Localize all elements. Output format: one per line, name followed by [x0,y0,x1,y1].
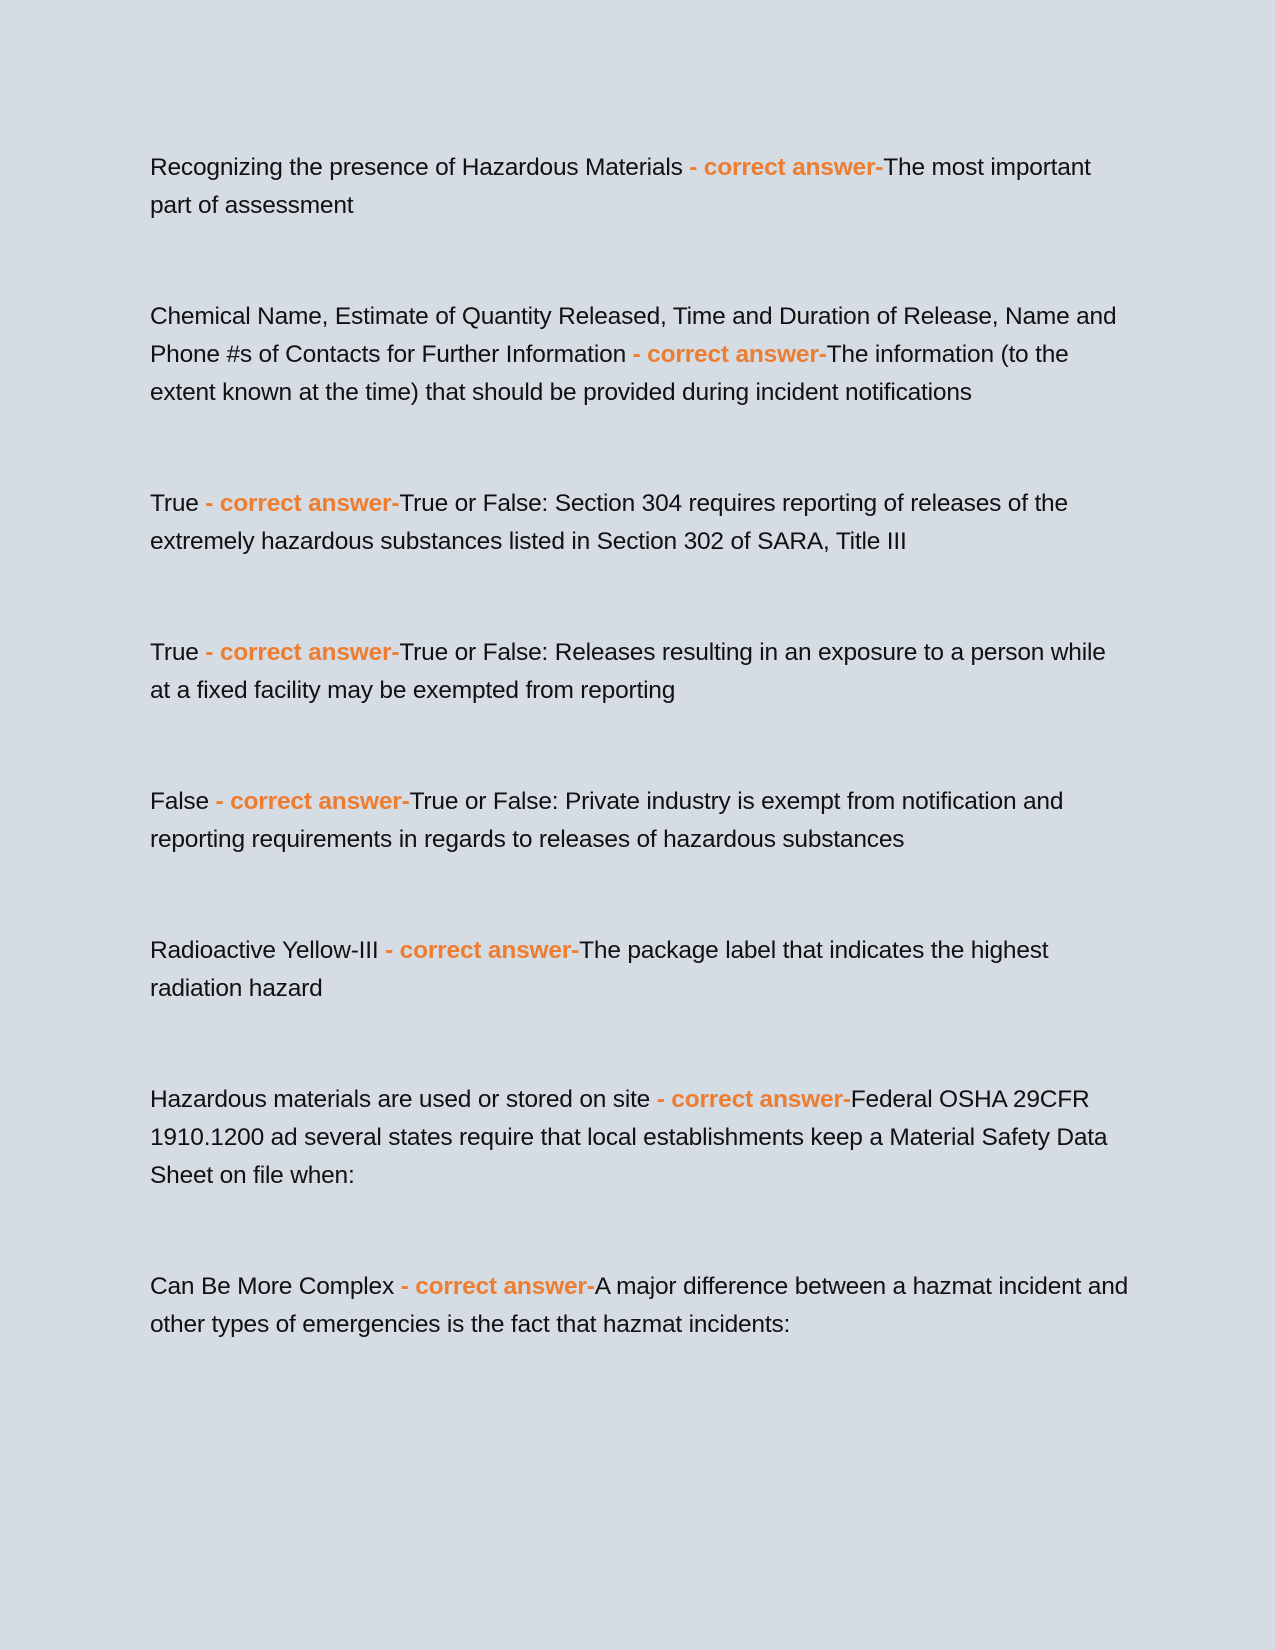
correct-answer-separator: - correct answer- [215,788,410,815]
correct-answer-separator: - correct answer- [632,341,827,368]
qa-item-6 [150,932,1130,1008]
correct-answer-separator: - correct answer- [205,490,400,517]
question-text: True or False: Releases resulting in an exposure to a person while at a fixed facility may be exempted from reporting [150,639,1106,704]
qa-item-7 [150,1081,1130,1195]
answer-text: Chemical Name, Estimate of Quantity Released, Time and Duration of Release, Name and Phone #s of Contacts for Further Information [150,303,1117,368]
qa-item-2 [150,298,1130,412]
answer-text: Can Be More Complex [150,1273,395,1300]
answer-text: Radioactive Yellow-III [150,937,379,964]
correct-answer-separator: - correct answer- [385,937,580,964]
answer-text: True [150,639,199,666]
qa-item-8 [150,1268,1130,1344]
qa-item-4 [150,634,1130,710]
question-text: True or False: Section 304 requires reporting of releases of the extremely hazardous substances listed in Section 302 of SARA, Title III [150,490,1068,555]
answer-text: True [150,490,199,517]
correct-answer-separator: - correct answer- [689,154,884,181]
answer-text: Hazardous materials are used or stored on site [150,1086,651,1113]
question-text: The most important part of assessment [150,154,1091,219]
answer-text: False [150,788,209,815]
correct-answer-separator: - correct answer- [205,639,400,666]
question-text: A major difference between a hazmat incident and other types of emergencies is the fact that hazmat incidents: [150,1273,1129,1338]
qa-item-5 [150,783,1130,859]
question-text: The package label that indicates the highest radiation hazard [150,937,1049,1002]
answer-text: Recognizing the presence of Hazardous Materials [150,154,683,181]
qa-item-3 [150,485,1130,561]
correct-answer-separator: - correct answer- [656,1086,851,1113]
question-text: True or False: Private industry is exempt from notification and reporting requirements in regards to releases of hazardous substances [150,788,1064,853]
question-text: Federal OSHA 29CFR 1910.1200 ad several states require that local establishments keep a Material Safety Data Sheet on file when: [150,1086,1108,1189]
qa-item-1 [150,149,1130,225]
question-text: The information (to the extent known at the time) that should be provided during incident notifications [150,341,1069,406]
correct-answer-separator: - correct answer- [400,1273,595,1300]
document-page [150,149,1130,1344]
